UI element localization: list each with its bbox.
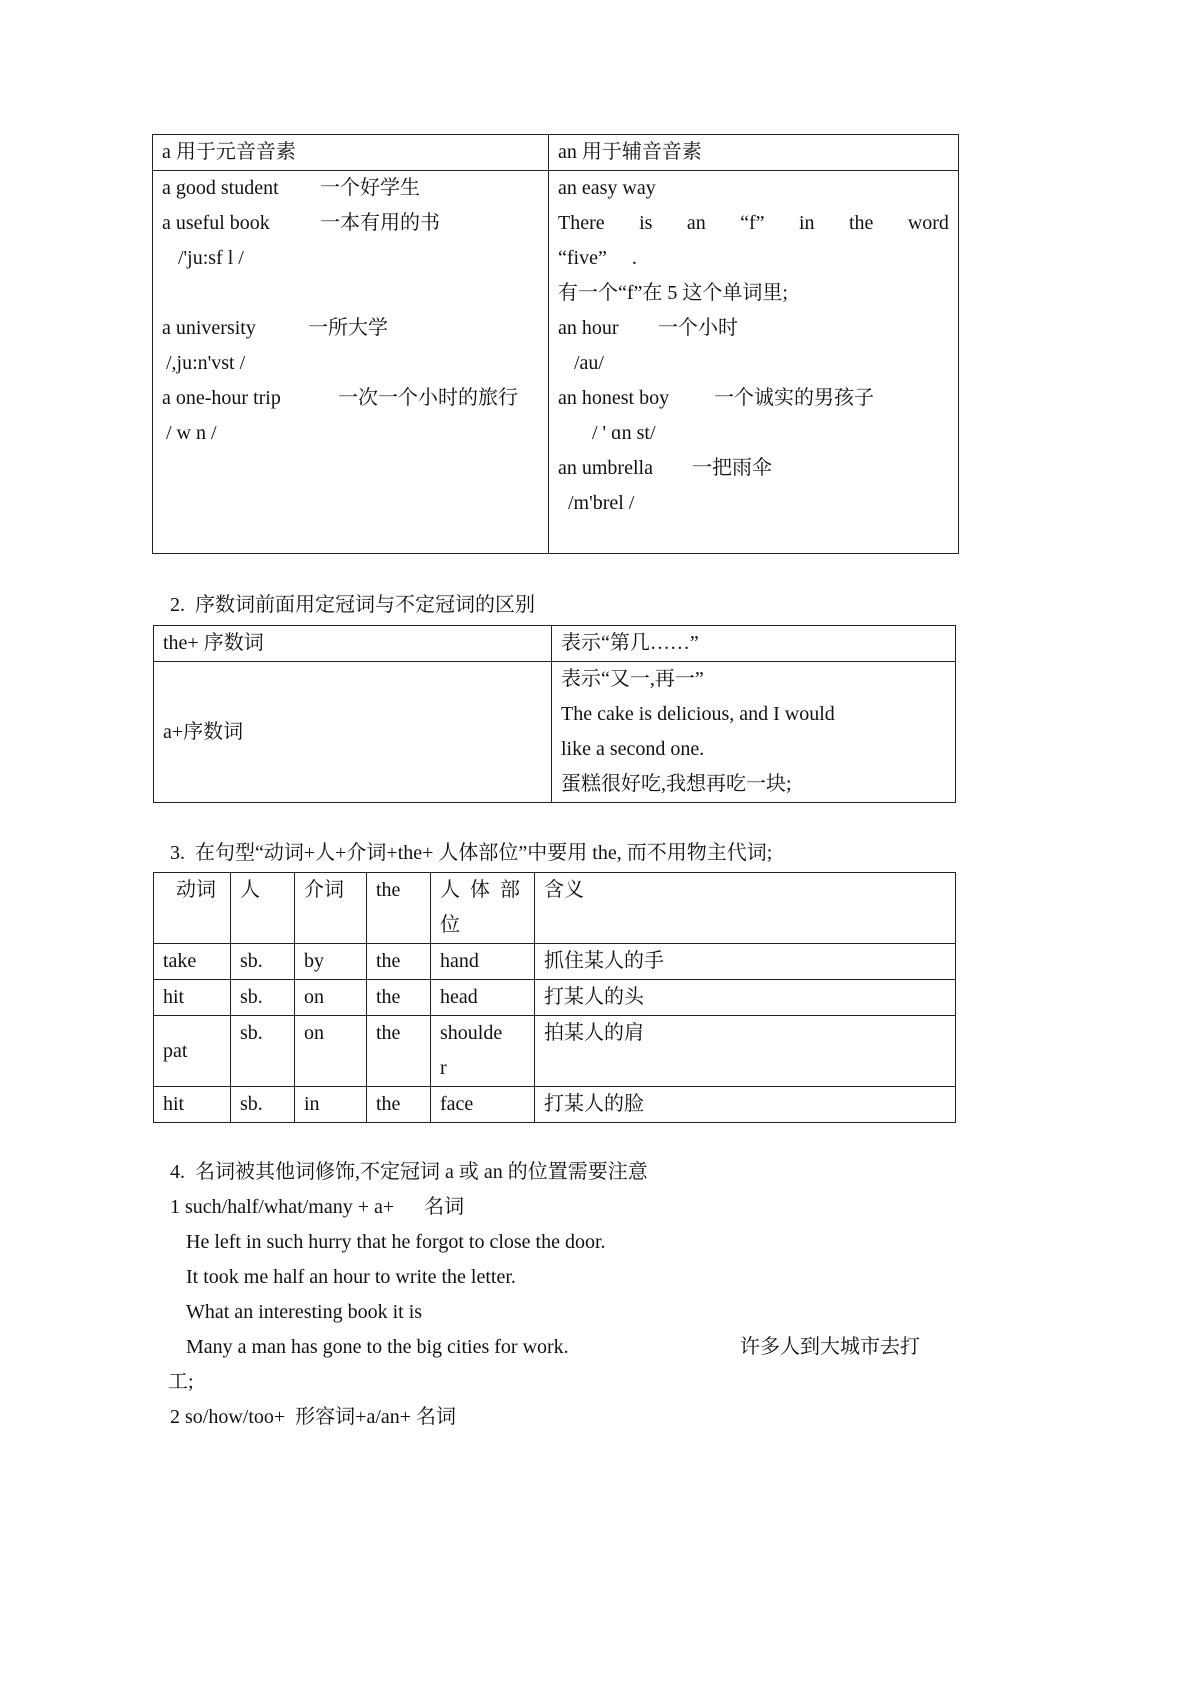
ipa: /au/ [574,352,604,374]
meaning-line: The cake is delicious, and I would [561,703,835,725]
table-row: hit sb. on the head 打某人的头 [154,980,956,1016]
example-row [162,206,539,241]
example-sentence: What an interesting book it is [186,1301,423,1323]
example-en: an easy way [558,177,656,199]
example-row: an hour 一个小时 [558,317,738,339]
example-cn: 一次一个小时的旅行 [338,387,518,409]
example-row: an umbrella 一把雨伞 [558,457,772,479]
example-row [162,171,539,206]
section-2-heading: 2. 序数词前面用定冠词与不定冠词的区别 [170,594,535,616]
ordinal-table [153,625,956,803]
example-cn: 一所大学 [308,317,388,339]
header-a: a 用于元音音素 [153,135,549,171]
body-part-table [153,872,956,1123]
example-translation: 许多人到大城市去打 [740,1336,920,1358]
table-row: take sb. by the hand 抓住某人的手 [154,944,956,980]
col-the: the [367,873,431,944]
meaning-line: 蛋糕很好吃,我想再吃一块; [561,773,792,795]
table-row: hit sb. in the face 打某人的脸 [154,1087,956,1123]
example-translation-cont: 工; [168,1371,194,1393]
example-en: a useful book [162,212,270,234]
ordinal-the-meaning: 表示“第几……” [552,626,956,662]
example-en: a one-hour trip [162,387,281,409]
ipa: /'ju:sf l / [178,247,244,269]
example-sentence: Many a man has gone to the big cities for work. [186,1336,569,1358]
example-cn: 一个好学生 [320,177,420,199]
example-en: a good student [162,177,279,199]
col-prep: 介词 [295,873,367,944]
meaning-line: 表示“又一,再一” [561,668,704,690]
example-row [162,381,539,416]
example-en: a university [162,317,256,339]
example-sentence: He left in such hurry that he forgot to close the door. [186,1231,606,1253]
section-3-heading: 3. 在句型“动词+人+介词+the+ 人体部位”中要用 the, 而不用物主代词; [170,842,773,864]
meaning-line: like a second one. [561,738,705,760]
example-cn: 一本有用的书 [320,212,440,234]
example-en: “five” . [558,247,637,269]
rule-2: 2 so/how/too+ 形容词+a/an+ 名词 [170,1406,457,1428]
ordinal-a: a+序数词 [154,662,552,803]
ipa: / ' ɑn st/ [592,422,656,444]
col-verb: 动词 [154,873,231,944]
col-meaning: 含义 [535,873,956,944]
rule-1: 1 such/half/what/many + a+ 名词 [170,1196,465,1218]
article-table [152,134,959,554]
section-4-heading: 4. 名词被其他词修饰,不定冠词 a 或 an 的位置需要注意 [170,1161,648,1183]
table-row: pat sb. on the shoulde r 拍某人的肩 [154,1016,956,1087]
col-body-part: 人 体 部 位 [431,873,535,944]
example-cn: 有一个“f”在 5 这个单词里; [558,282,788,304]
example-row: an honest boy 一个诚实的男孩子 [558,387,874,409]
example-sentence: It took me half an hour to write the letter. [186,1266,516,1288]
an-examples-cell [549,171,959,554]
ordinal-the: the+ 序数词 [154,626,552,662]
ipa: / w n / [166,422,217,444]
example-row [162,311,539,346]
ipa: /m'brel / [568,492,635,514]
ipa: /,ju:n'vst / [166,352,246,374]
a-examples-cell [153,171,549,554]
col-person: 人 [231,873,295,944]
justified-line: There is an “f” in the word [558,212,949,234]
header-an: an 用于辅音音素 [549,135,959,171]
ordinal-a-meaning [552,662,956,803]
